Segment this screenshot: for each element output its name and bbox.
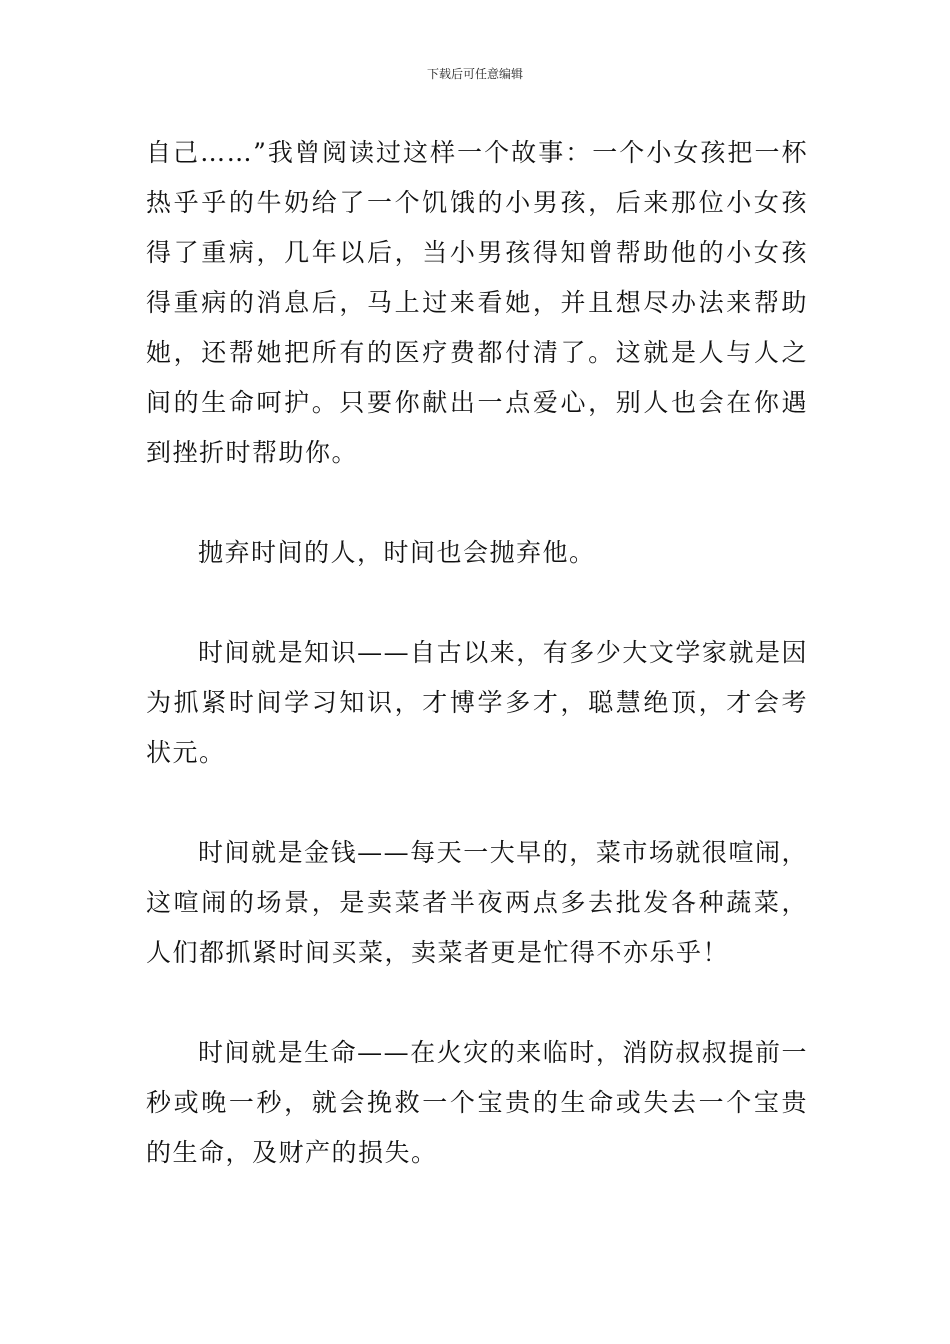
paragraph-abandon-time: 抛弃时间的人，时间也会抛弃他。 xyxy=(198,538,596,567)
paragraph-gap xyxy=(146,978,808,1028)
paragraph-gap xyxy=(146,578,808,628)
paragraph-gap xyxy=(146,778,808,828)
paragraph-story: 自己……”我曾阅读过这样一个故事：一个小女孩把一杯热乎乎的牛奶给了一个饥饿的小男孩，后来那位小女孩得了重病，几年以后，当小男孩得知曾帮助他的小女孩得重病的消息后，马上过来看她，并且想尽办法来帮助她，还帮她把所有的医疗费都付清了。这就是人与人之间的生命呵护。只要你献出一点爱心，别人也会在你遇到挫折时帮助你。 xyxy=(146,138,808,467)
paragraph-time-money: 时间就是金钱——每天一大早的，菜市场就很喧闹，这喧闹的场景，是卖菜者半夜两点多去批发各种蔬菜，人们都抓紧时间买菜，卖菜者更是忙得不亦乐乎！ xyxy=(146,838,808,967)
paragraph-time-life: 时间就是生命——在火灾的来临时，消防叔叔提前一秒或晚一秒，就会挽救一个宝贵的生命或失去一个宝贵的生命，及财产的损失。 xyxy=(146,1038,808,1167)
document-body xyxy=(146,128,808,1178)
paragraph-gap xyxy=(146,478,808,528)
page-header: 下载后可任意编辑 xyxy=(426,67,523,81)
paragraph-time-knowledge: 时间就是知识——自古以来，有多少大文学家就是因为抓紧时间学习知识，才博学多才，聪慧绝顶，才会考状元。 xyxy=(146,638,808,767)
